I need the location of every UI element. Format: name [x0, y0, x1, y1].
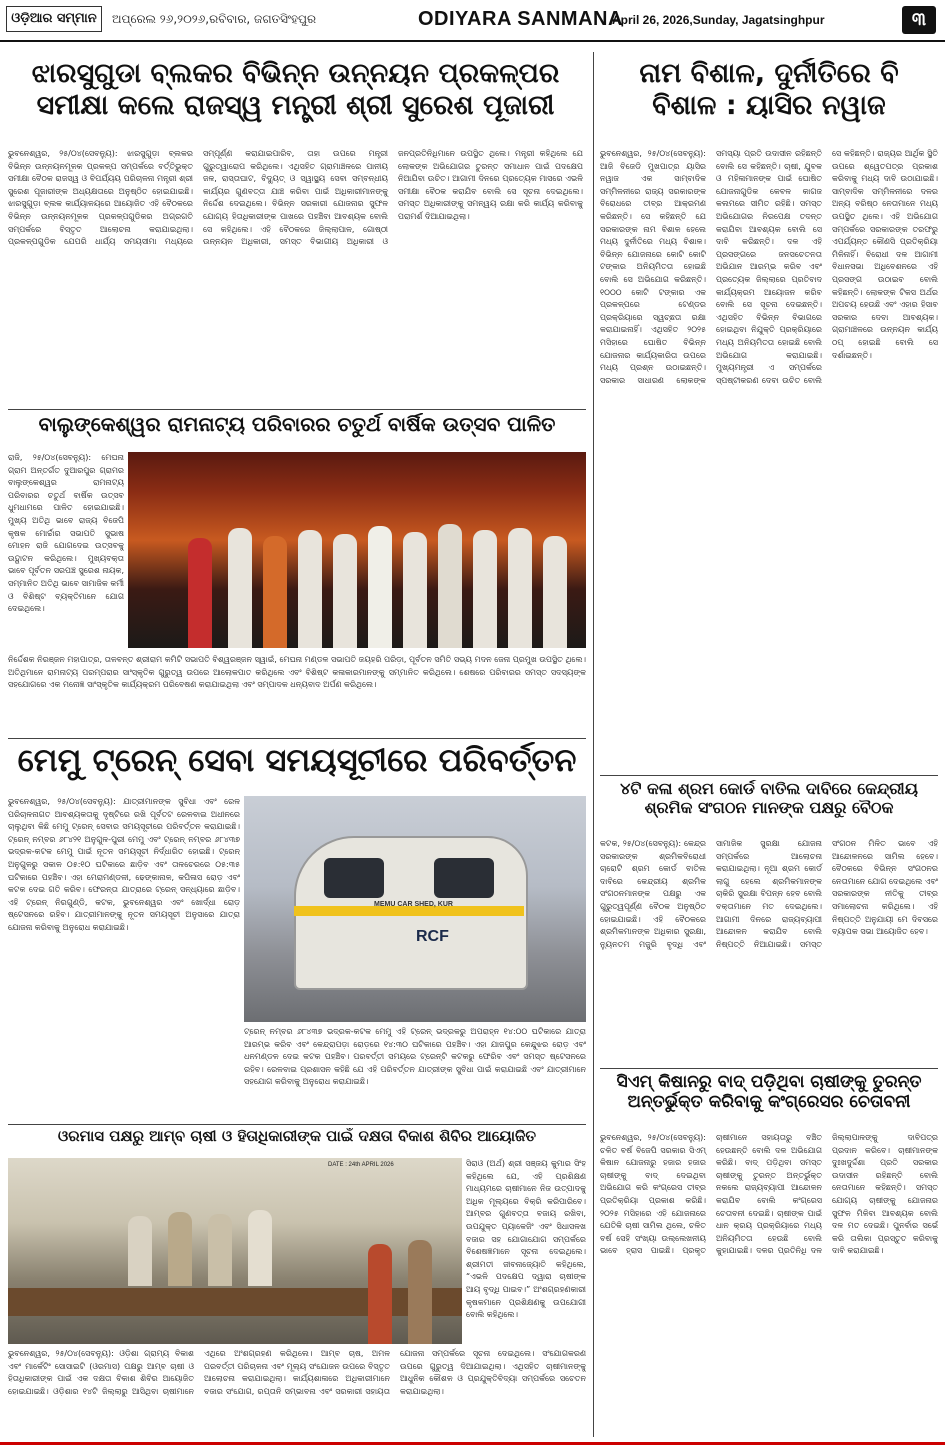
jharsuguda-headline — [8, 58, 583, 140]
memu-headline: ମେମୁ ଟ୍ରେନ୍ ସେବା ସମୟସୂଚୀରେ ପରିବର୍ତ୍ତନ — [17, 742, 577, 779]
train-shed-label: MEMU CAR SHED, KUR — [374, 901, 453, 908]
train-brand-label: RCF — [416, 928, 449, 945]
memu-body-right: ଟ୍ରେନ୍ ନମ୍ବର ୬୮୪୩୭ ଭଦ୍ରକ-କଟକ ମେମୁ ଏହି ଟ୍ରେନ୍ ଭଦ୍ରକରୁ ଅପରାହ୍ନ ୧୪:୦୦ ଘଟିକାରେ ଯାତ୍ରା ଆରମ୍ଭ କରିବ ଏବଂ କେନ୍ଦ୍ରାପଡ଼ା ରୋଡ଼ରେ ୧୪:୩୦ ଘଟିକାରେ ପହଞ୍ଚିବ। ଏହା ଯାଜପୁର କେନ୍ଦୁଝର ରୋଡ଼ ଏବଂ ଧନମଣ୍ଡଳ ଦେଇ କଟକ ପହଞ୍ଚିବ। ପରବର୍ତ୍ତୀ ସମୟରେ ଟ୍ରେନ୍‌ଟି କଟକରୁ ଫେରିବ ଏବଂ ସମସ୍ତ ଷ୍ଟେସନରେ ରହିବ। ରେଳବାଇ ପ୍ରଶାସନ କହିଛି ଯେ ଏହି ପରିବର୍ତ୍ତନ ଯାତ୍ରୀଙ୍କ ସୁବିଧା ପାଇଁ କରାଯାଇଛି ଏବଂ ଯାତ୍ରୀମାନେ ସହଯୋଗ କରିବାକୁ ଅନୁରୋଧ କରାଯାଇଛି। — [244, 1027, 586, 1087]
kisan-congress-headline-line1: ସିଏମ୍ କିଷାନରୁ ବାଦ୍ ପଡ଼ିଥିବା ଚାଷୀଙ୍କୁ ତୁରନ୍ତ — [616, 1072, 922, 1092]
ormas-headline: ଓରମାସ ପକ୍ଷରୁ ଆମ୍ବ ଚାଷୀ ଓ ହିତାଧିକାରୀଙ୍କ ପାଇଁ ଦକ୍ଷତା ବିକାଶ ଶିବିର ଆୟୋଜିତ — [57, 1128, 537, 1145]
section-divider — [8, 738, 586, 739]
masthead-date-english: April 26, 2026,Sunday, Jagatsinghpur — [612, 13, 825, 27]
ramanatya-photo — [128, 452, 586, 648]
ormas-meeting-photo — [8, 1158, 462, 1344]
meeting-banner-text: DATE : 24th APRIL 2026 — [328, 1162, 394, 1168]
ramanatya-headline: ବାଲୁଙ୍କେଶ୍ୱର ରାମନାଟ୍ୟ ପରିବାରର ଚତୁର୍ଥ ବାର୍ଷିକ ଉତ୍ସବ ପାଳିତ — [38, 413, 556, 436]
section-divider — [8, 409, 586, 410]
newspaper-logo: ଓଡ଼ିଆର ସମ୍ମାନ — [6, 6, 102, 32]
memu-body-left: ଭୁବନେଶ୍ୱର, ୨୫/୦୪(ସେବନ୍ୟୁ): ଯାତ୍ରୀମାନଙ୍କ ସୁବିଧା ଏବଂ ରେଳ ପରିଚାଳନାଗତ ଆବଶ୍ୟକତାକୁ ଦୃଷ୍ଟିରେ ରଖି ପୂର୍ବତଟ ରେଳବାଇ ଅଧୀନରେ ଚାଲୁଥିବା କିଛି ମେମୁ ଟ୍ରେନ୍ ସେବାର ସମୟସୂଚୀରେ ପରିବର୍ତ୍ତନ କରାଯାଇଛି। ଟ୍ରେନ୍ ନମ୍ବର ୬୮୪୨୧ ଅନୁଗୁଳ-ପୁରୀ ମେମୁ ଏବଂ ଟ୍ରେନ୍ ନମ୍ବର ୬୮୪୩୭ ଭଦ୍ରକ-କଟକ ମେମୁ ପାଇଁ ନୂତନ ସମୟସୂଚୀ ନିର୍ଦ୍ଧାରିତ ହୋଇଛି। ଟ୍ରେନ୍ ଅନୁଗୁଳରୁ ସକାଳ ୦୫:୧୦ ଘଟିକାରେ ଛାଡ଼ିବ ଏବଂ ତାଳଚେରରେ ୦୫:୩୫ ଘଟିକାରେ ପହଞ୍ଚିବ। ଏହା ମେରାମଣ୍ଡଳୀ, ଢେଙ୍କାନାଳ, କପିଳାସ ରୋଡ଼ ଏବଂ କଟକ ଦେଇ ଗତି କରିବ। ଫେରନ୍ତା ଯାତ୍ରାରେ ଟ୍ରେନ୍ ସନ୍ଧ୍ୟାରେ ଛାଡ଼ିବ। ଏହି ଟ୍ରେନ୍ ନିରଗୁଣ୍ଡି, କଟକ, ଭୁବନେଶ୍ୱର ଏବଂ ଖୋର୍ଦ୍ଧା ରୋଡ଼ ଷ୍ଟେସନରେ ରହିବ। ଯାତ୍ରୀମାନଙ୍କୁ ନୂତନ ସମୟସୂଚୀ ଅନୁସାରେ ଯାତ୍ରା ଯୋଜନା କରିବାକୁ ଅନୁରୋଧ କରାଯାଇଛି। — [8, 797, 240, 932]
section-divider — [600, 1068, 938, 1069]
section-divider — [8, 1124, 586, 1125]
jharsuguda-body: ଭୁବନେଶ୍ୱର, ୨୫/୦୪(ସେବନ୍ୟୁ): ଝାରସୁଗୁଡ଼ା ବ୍ଲକର ବିଭିନ୍ନ ଉନ୍ନୟନମୂଳକ ପ୍ରକଳ୍ପ ସମ୍ପର୍କରେ ବର୍ତ୍ତିଭୁକ୍ତ ସମୀକ୍ଷା ବୈଠକ ରାଜସ୍ୱ ଓ ବିପର୍ଯ୍ୟୟ ପରିଚାଳନା ମନ୍ତ୍ରୀ ଶ୍ରୀ ସୁରେଶ ପୂଜାରୀଙ୍କ ଅଧ୍ୟକ୍ଷତାରେ ଅନୁଷ୍ଠିତ ହୋଇଯାଇଛି। ଝାରସୁଗୁଡ଼ା ବ୍ଲକ କାର୍ଯ୍ୟାଳୟରେ ଆୟୋଜିତ ଏହି ବୈଠକରେ ବିଭିନ୍ନ ଉନ୍ନୟନମୂଳକ ପ୍ରକଳ୍ପଗୁଡିକର ଅଗ୍ରଗତି ସମ୍ପର୍କରେ ବିସ୍ତୃତ ଆଲୋଚନା କରାଯାଇଥିଲା। ପ୍ରକଳ୍ପଗୁଡିକ ଯେପରି ଧାର୍ଯ୍ୟ ସମୟସୀମା ମଧ୍ୟରେ ସମ୍ପୂର୍ଣ୍ଣ କରାଯାଇପାରିବ, ତାହା ଉପରେ ମନ୍ତ୍ରୀ ଗୁରୁତ୍ୱାରୋପ କରିଥିଲେ। ଏଥିସହିତ ଗ୍ରାମାଞ୍ଚଳରେ ପାନୀୟ ଜଳ, ରାସ୍ତାଘାଟ, ବିଦ୍ୟୁତ୍ ଓ ସ୍ୱାସ୍ଥ୍ୟ ସେବା ସମ୍ବନ୍ଧୀୟ କାର୍ଯ୍ୟର ଗୁଣବତ୍ତା ଯାଞ୍ଚ କରିବା ପାଇଁ ଅଧିକାରୀମାନଙ୍କୁ ନିର୍ଦ୍ଦେଶ ଦେଇଥିଲେ। ବିଭିନ୍ନ ସରକାରୀ ଯୋଜନାର ସୁଫଳ ଯୋଗ୍ୟ ହିତାଧିକାରୀଙ୍କ ପାଖରେ ପହଞ୍ଚିବା ଆବଶ୍ୟକ ବୋଲି ସେ କହିଥିଲେ। ଏହି ବୈଠକରେ ଜିଲ୍ଲାପାଳ, ଗୋଷ୍ଠୀ ଉନ୍ନୟନ ଅଧିକାରୀ, ସମସ୍ତ ବିଭାଗୀୟ ଅଧିକାରୀ ଓ ଜନପ୍ରତିନିଧିମାନେ ଉପସ୍ଥିତ ଥିଲେ। ମନ୍ତ୍ରୀ କହିଥିଲେ ଯେ ଲୋକଙ୍କ ଅଭିଯୋଗର ତୁରନ୍ତ ସମାଧାନ ପାଇଁ ପଦକ୍ଷେପ ନିଆଯିବା ଉଚିତ। ଆଗାମୀ ଦିନରେ ପ୍ରତ୍ୟେକ ମାସରେ ଏଭଳି ସମୀକ୍ଷା ବୈଠକ କରାଯିବ ବୋଲି ସେ ସୂଚନା ଦେଇଥିଲେ। ସମସ୍ତ ଅଧିକାରୀଙ୍କୁ ସମନ୍ୱୟ ରକ୍ଷା କରି କାର୍ଯ୍ୟ କରିବାକୁ ପରାମର୍ଶ ଦିଆଯାଇଥିଲା। — [8, 149, 583, 247]
kisan-congress-headline — [600, 1072, 938, 1128]
jharsuguda-headline-line1: ଝାରସୁଗୁଡା ବ୍ଲକର ବିଭିନ୍ନ ଉନ୍ନୟନ ପ୍ରକଳ୍ପର — [31, 58, 560, 89]
memu-train-photo — [244, 796, 586, 1022]
jharsuguda-headline-line2: ସମୀକ୍ଷା କଲେ ରାଜସ୍ୱ ମନ୍ତ୍ରୀ ଶ୍ରୀ ସୁରେଶ ପୂଜାରୀ — [36, 89, 555, 121]
masthead — [0, 0, 945, 42]
kisan-congress-headline-line2: ଅନ୍ତର୍ଭୁକ୍ତ କରିବାକୁ କଂଗ୍ରେସର ଚେତାବନୀ — [627, 1092, 911, 1113]
ramanatya-body-bottom: ନିର୍ଦ୍ଦେଶକ ନିରଞ୍ଜନ ମହାପାତ୍ର, ତାଳବନ୍ତ ଶ୍ରୀରାମ କମିଟି ସଭାପତି ବିଶ୍ୱରଞ୍ଜନ ସ୍ୱାଇଁ, ମେଘନା ମଣ୍ଡଳ ସଭାପତି ଜୟହରି ପରିଡ଼ା, ପୂର୍ବତନ ସମିତି ସଭ୍ୟ ମଦନ ଜେନା ପ୍ରମୁଖ ଉପସ୍ଥିତ ଥିଲେ। ଅତିଥିମାନେ ରାମନାଟ୍ୟ ପରମ୍ପରାର ସାଂସ୍କୃତିକ ଗୁରୁତ୍ୱ ଉପରେ ଆଲୋକପାତ କରିଥିଲେ ଏବଂ ବିଶିଷ୍ଟ କଳାକାରମାନଙ୍କୁ ସମ୍ମାନିତ କରିଥିଲେ। ଶେଷରେ ପରିବାରର ସମସ୍ତ ସଦସ୍ୟଙ୍କ ସହଯୋଗରେ ଏକ ମନୋଜ୍ଞ ସାଂସ୍କୃତିକ କାର୍ଯ୍ୟକ୍ରମ ପରିବେଷଣ କରାଯାଇଥିଲା ଏବଂ ସମ୍ପାଦକ ଧନ୍ୟବାଦ ଅର୍ପଣ କରିଥିଲେ। — [8, 655, 586, 690]
labour-code-headline-line2: ଶ୍ରମିକ ସଂଗଠନ ମାନଙ୍କ ପକ୍ଷରୁ ବୈଠକ — [644, 797, 894, 817]
naam-bishal-headline-line2: ବିଶାଳ : ୟାସିର ନୱାଜ — [652, 89, 886, 121]
column-divider — [593, 52, 594, 1437]
kisan-congress-body: ଭୁବନେଶ୍ୱର, ୨୫/୦୪(ସେବନ୍ୟୁ): ଚଳିତ ବର୍ଷ ବିଜେପି ସରକାର ସିଏମ୍ କିଷାନ ଯୋଜନାରୁ ହଜାର ହଜାର ଚାଷୀଙ୍କୁ ବାଦ୍ ଦେଇଥିବା ଅଭିଯୋଗ କରି କଂଗ୍ରେସ ତୀବ୍ର ପ୍ରତିକ୍ରିୟା ପ୍ରକାଶ କରିଛି। ୨୦୨୫ ମସିହାରେ ଏହି ଯୋଜନାରେ ଯେତିକି ଚାଷୀ ସାମିଲ ଥିଲେ, ଚଳିତ ବର୍ଷ ସେହି ସଂଖ୍ୟା ଉଲ୍ଲେଖନୀୟ ଭାବେ ହ୍ରାସ ପାଇଛି। ପ୍ରକୃତ ଚାଷୀମାନେ ସହାୟତାରୁ ବଞ୍ଚିତ ହେଉଛନ୍ତି ବୋଲି ଦଳ ଅଭିଯୋଗ କରିଛି। ବାଦ୍ ପଡ଼ିଥିବା ସମସ୍ତ ଚାଷୀଙ୍କୁ ତୁରନ୍ତ ଅନ୍ତର୍ଭୁକ୍ତ ନକଲେ ରାଜ୍ୟବ୍ୟାପୀ ଆନ୍ଦୋଳନ କରାଯିବ ବୋଲି କଂଗ୍ରେସ ଚେତାବନୀ ଦେଇଛି। ଚାଷୀଙ୍କ ପାଇଁ ଧାନ କ୍ରୟ ପ୍ରକ୍ରିୟାରେ ମଧ୍ୟ ଅନିୟମିତତା ହେଉଛି ବୋଲି କୁହାଯାଇଛି। ଦଳର ପ୍ରତିନିଧି ଦଳ ଜିଲ୍ଲାପାଳଙ୍କୁ ଦାବିପତ୍ର ପ୍ରଦାନ କରିବେ। ଚାଷୀମାନଙ୍କ ଦୁଃଖଦୁର୍ଦ୍ଦଶା ପ୍ରତି ସରକାର ଉଦାସୀନ ରହିଛନ୍ତି ବୋଲି ନେତାମାନେ କହିଛନ୍ତି। ସମସ୍ତ ଯୋଗ୍ୟ ଚାଷୀଙ୍କୁ ଯୋଜନାର ସୁଫଳ ମିଳିବା ଆବଶ୍ୟକ ବୋଲି ଦଳ ମତ ଦେଇଛି। ପୁନର୍ବାର ସର୍ଭେ କରି ତାଲିକା ପ୍ରସ୍ତୁତ କରିବାକୁ ଦାବି କରାଯାଇଛି। — [600, 1133, 938, 1256]
naam-bishal-headline — [600, 58, 938, 140]
labour-code-headline — [600, 780, 938, 834]
masthead-date-odia: ଅପ୍ରେଲ ୨୬,୨୦୨୬,ରବିବାର, ଜଗତସିଂହପୁର — [112, 12, 317, 26]
ormas-body-bottom: ଭୁବନେଶ୍ୱର, ୨୫/୦୪(ସେବନ୍ୟୁ): ଓଡ଼ିଶା ଗ୍ରାମ୍ୟ ବିକାଶ ଏବଂ ମାର୍କେଟିଂ ସୋସାଇଟି (ଓରମାସ) ପକ୍ଷରୁ ଆମ୍ବ ଚାଷୀ ଓ ହିତାଧିକାରୀଙ୍କ ପାଇଁ ଏକ ଦକ୍ଷତା ବିକାଶ ଶିବିର ଆୟୋଜିତ ହୋଇଯାଇଛି। ଓଡ଼ିଶାର ୧୪ଟି ଜିଲ୍ଲାରୁ ଆସିଥିବା ଚାଷୀମାନେ ଏଥିରେ ଅଂଶଗ୍ରହଣ କରିଥିଲେ। ଆମ୍ବ ଚାଷ, ଅମଳ ପରବର୍ତ୍ତୀ ପରିଚାଳନା ଏବଂ ମୂଲ୍ୟ ସଂଯୋଜନ ଉପରେ ବିସ୍ତୃତ ଆଲୋଚନା କରାଯାଇଥିଲା। କାର୍ଯ୍ୟଶାଳାରେ ଅଧିକାରୀମାନେ ବଜାର ସଂଯୋଗ, ରପ୍ତାନି ସମ୍ଭାବନା ଏବଂ ସରକାରୀ ସହାୟତା ଯୋଜନା ସମ୍ପର୍କରେ ସୂଚନା ଦେଇଥିଲେ। ସଂଯୋଗକରଣ ଉପରେ ଗୁରୁତ୍ୱ ଦିଆଯାଇଥିଲା। ଏଥିସହିତ ଚାଷୀମାନଙ୍କୁ ଆଧୁନିକ କୌଶଳ ଓ ପ୍ରଯୁକ୍ତିବିଦ୍ୟା ସମ୍ପର୍କରେ ସଚେତନ କରାଯାଇଥିଲା। — [8, 1349, 586, 1396]
footer-rule — [0, 1442, 945, 1445]
ramanatya-body-side: ରାଜି, ୨୫/୦୪(ସେବନ୍ୟୁ): ମେଘନା ଗ୍ରାମ ଅନ୍ତର୍ଗତ ଦୁଆରପୁର ଗ୍ରାମର ବାଲୁଙ୍କେଶ୍ୱର ରାମନାଟ୍ୟ ପରିବାରର ଚତୁର୍ଥ ବାର୍ଷିକ ଉତ୍ସବ ଧୁମଧାମରେ ପାଳିତ ହୋଇଯାଇଛି। ମୁଖ୍ୟ ଅତିଥି ଭାବେ ରାଜ୍ୟ ବିଜେପି କୃଷକ ମୋର୍ଚ୍ଚାର ସଭାପତି ସୁଭାଷ ମୋହନ ରାଜି ଯୋଗଦେଇ ଉତ୍ସବକୁ ଉଦ୍ଘାଟନ କରିଥିଲେ। ମୁଖ୍ୟବକ୍ତା ଭାବେ ପୂର୍ବତନ ସରପଞ୍ଚ ସୁରେଶ ନାୟକ, ସମ୍ମାନିତ ଅତିଥି ଭାବେ ସାମାଜିକ କର୍ମୀ ଓ ବିଶିଷ୍ଟ ବ୍ୟକ୍ତିମାନେ ଯୋଗ ଦେଇଥିଲେ। — [8, 453, 124, 614]
labour-code-headline-line1: ୪ଟି କଳା ଶ୍ରମ କୋର୍ଡ ବାତିଲ ଦାବିରେ କେନ୍ଦ୍ରୀୟ — [620, 780, 918, 798]
naam-bishal-body: ଭୁବନେଶ୍ୱର, ୨୫/୦୪(ସେବନ୍ୟୁ): ଆଜି ବିଜେଡି ମୁଖପାତ୍ର ୟାସିର ନୱାଜ ଏକ ସାମ୍ବାଦିକ ସମ୍ମିଳନୀରେ ରାଜ୍ୟ ସରକାରଙ୍କ ବିରୋଧରେ ତୀବ୍ର ଆକ୍ରମଣ କରିଛନ୍ତି। ସେ କହିଛନ୍ତି ଯେ ସରକାରଙ୍କ ନାମ ବିଶାଳ ହେଲେ ମଧ୍ୟ ଦୁର୍ନୀତିରେ ମଧ୍ୟ ବିଶାଳ। ବିଭିନ୍ନ ଯୋଜନାରେ କୋଟି କୋଟି ଟଙ୍କାର ଅନିୟମିତତା ହୋଇଛି ବୋଲି ସେ ଅଭିଯୋଗ କରିଛନ୍ତି। ୧୦୦୦ କୋଟି ଟଙ୍କାର ଏକ ପ୍ରକଳ୍ପରେ ଟେଣ୍ଡର ପ୍ରକ୍ରିୟାରେ ସ୍ୱଚ୍ଛତା ରକ୍ଷା କରାଯାଇନାହିଁ। ଏଥିସହିତ ୨୦୨୫ ମସିହାରେ ଘୋଷିତ ବିଭିନ୍ନ ଯୋଜନାର କାର୍ଯ୍ୟକାରିତା ଉପରେ ମଧ୍ୟ ପ୍ରଶ୍ନ ଉଠାଇଛନ୍ତି। ସରକାର ସାଧାରଣ ଲୋକଙ୍କ ସମସ୍ୟା ପ୍ରତି ଉଦାସୀନ ରହିଛନ୍ତି ବୋଲି ସେ କହିଛନ୍ତି। ଚାଷୀ, ଯୁବକ ଓ ମହିଳାମାନଙ୍କ ପାଇଁ ଘୋଷିତ ଯୋଜନାଗୁଡିକ କେବଳ କାଗଜ କଲମରେ ସୀମିତ ରହିଛି। ସମସ୍ତ ଅଭିଯୋଗର ନିରପେକ୍ଷ ତଦନ୍ତ କରାଯିବା ଆବଶ୍ୟକ ବୋଲି ସେ ଦାବି କରିଛନ୍ତି। ଦଳ ଏହି ପ୍ରସଙ୍ଗରେ ଜନସଚେତନତା ଅଭିଯାନ ଆରମ୍ଭ କରିବ ଏବଂ ପ୍ରତ୍ୟେକ ଜିଲ୍ଲାରେ ପ୍ରତିବାଦ କାର୍ଯ୍ୟକ୍ରମ ଆୟୋଜନ କରିବ ବୋଲି ସେ ସୂଚନା ଦେଇଛନ୍ତି। ଏଥିସହିତ ବିଭିନ୍ନ ବିଭାଗରେ ହୋଇଥିବା ନିଯୁକ୍ତି ପ୍ରକ୍ରିୟାରେ ମଧ୍ୟ ଅନିୟମିତତା ହୋଇଛି ବୋଲି ଅଭିଯୋଗ କରାଯାଇଛି। ମୁଖ୍ୟମନ୍ତ୍ରୀ ଏ ସମ୍ପର୍କରେ ସ୍ପଷ୍ଟୀକରଣ ଦେବା ଉଚିତ ବୋଲି ସେ କହିଛନ୍ତି। ରାଜ୍ୟର ଆର୍ଥିକ ସ୍ଥିତି ଉପରେ ଶ୍ୱେତପତ୍ର ପ୍ରକାଶ କରିବାକୁ ମଧ୍ୟ ଦାବି ଉଠାଯାଇଛି। ସାମ୍ବାଦିକ ସମ୍ମିଳନୀରେ ଦଳର ଅନ୍ୟ ବରିଷ୍ଠ ନେତାମାନେ ମଧ୍ୟ ଉପସ୍ଥିତ ଥିଲେ। ଏହି ଅଭିଯୋଗ ସମ୍ପର୍କରେ ସରକାରଙ୍କ ତରଫରୁ ଏପର୍ଯ୍ୟନ୍ତ କୌଣସି ପ୍ରତିକ୍ରିୟା ମିଳିନାହିଁ। ବିରୋଧୀ ଦଳ ଆଗାମୀ ବିଧାନସଭା ଅଧିବେଶନରେ ଏହି ପ୍ରସଙ୍ଗ ଉଠାଇବ ବୋଲି କହିଛନ୍ତି। ଲୋକଙ୍କ ଟିକସ ଅର୍ଥର ଅପଚୟ ହେଉଛି ଏବଂ ଏହାର ହିସାବ ସରକାର ଦେବା ଆବଶ୍ୟକ। ଗ୍ରାମାଞ୍ଚଳରେ ଉନ୍ନୟନ କାର୍ଯ୍ୟ ଠପ୍ ହୋଇଛି ବୋଲି ସେ ଦର୍ଶାଇଛନ୍ତି। — [600, 149, 938, 385]
naam-bishal-headline-line1: ନାମ ବିଶାଳ, ଦୁର୍ନୀତିରେ ବି — [639, 58, 899, 89]
section-divider — [600, 775, 938, 776]
paper-name: ODIYARA SANMANA — [418, 8, 623, 30]
page-number: ୩ — [902, 6, 936, 34]
ormas-body-right: ସିରାଓ (ଅର୍ଥ) ଶ୍ରୀ ସଞ୍ଜୟ କୁମାର ସିଂହ କହିଥିଲେ ଯେ, ଏହି ପ୍ରଶିକ୍ଷଣ ମାଧ୍ୟମରେ ଚାଷୀମାନେ ନିଜ ଉତ୍ପାଦକୁ ଅଧିକ ମୂଲ୍ୟରେ ବିକ୍ରି କରିପାରିବେ। ଆମ୍ବର ଗୁଣବତ୍ତା ବଜାୟ ରଖିବା, ଉପଯୁକ୍ତ ପ୍ୟାକେଜିଂ ଏବଂ ସିଧାସଳଖ ବଜାର ସହ ଯୋଗାଯୋଗ ସମ୍ପର୍କରେ ବିଶେଷଜ୍ଞମାନେ ସୂଚନା ଦେଇଥିଲେ। ଶ୍ରୀମତୀ ଜୀବନାଜ୍ୟୋତି କହିଥିଲେ, “ଏଭଳି ପଦକ୍ଷେପ ଦ୍ୱାରା ଚାଷୀଙ୍କ ଆୟ ବୃଦ୍ଧି ପାଇବ।” ଅଂଶଗ୍ରହଣକାରୀ କୃଷକମାନେ ପ୍ରଶିକ୍ଷଣକୁ ଉପଯୋଗୀ ବୋଲି କହିଥିଲେ। — [466, 1159, 586, 1320]
labour-code-body: କଟକ, ୨୫/୦୪(ସେବନ୍ୟୁ): କେନ୍ଦ୍ର ସରକାରଙ୍କ ଶ୍ରମିକବିରୋଧୀ ଚାରୋଟି ଶ୍ରମ କୋର୍ଡ ବାତିଲ ଦାବିରେ କେନ୍ଦ୍ରୀୟ ଶ୍ରମିକ ସଂଗଠନମାନଙ୍କ ପକ୍ଷରୁ ଏକ ଗୁରୁତ୍ୱପୂର୍ଣ୍ଣ ବୈଠକ ଅନୁଷ୍ଠିତ ହୋଇଯାଇଛି। ଏହି ବୈଠକରେ ଶ୍ରମିକମାନଙ୍କ ଅଧିକାର ସୁରକ୍ଷା, ନ୍ୟୁନତମ ମଜୁରି ବୃଦ୍ଧି ଏବଂ ସାମାଜିକ ସୁରକ୍ଷା ଯୋଜନା ସମ୍ପର୍କରେ ଆଲୋଚନା କରାଯାଇଥିଲା। ନୂଆ ଶ୍ରମ କୋର୍ଡ ଲାଗୁ ହେଲେ ଶ୍ରମିକମାନଙ୍କ ଚାକିରି ସୁରକ୍ଷା ବିପନ୍ନ ହେବ ବୋଲି ବକ୍ତାମାନେ ମତ ଦେଇଥିଲେ। ଆଗାମୀ ଦିନରେ ରାଜ୍ୟବ୍ୟାପୀ ଆନ୍ଦୋଳନ କରାଯିବ ବୋଲି ନିଷ୍ପତ୍ତି ନିଆଯାଇଛି। ସମସ୍ତ ସଂଗଠନ ମିଳିତ ଭାବେ ଏହି ଆନ୍ଦୋଳନରେ ସାମିଲ ହେବେ। ବୈଠକରେ ବିଭିନ୍ନ ସଂଗଠନର ନେତାମାନେ ଯୋଗ ଦେଇଥିଲେ ଏବଂ ସରକାରଙ୍କ ନୀତିକୁ ତୀବ୍ର ସମାଲୋଚନା କରିଥିଲେ। ଏହି ନିଷ୍ପତ୍ତି ଅନୁଯାୟୀ ମେ ଦିବସରେ ବ୍ୟାପକ ସଭା ଆୟୋଜିତ ହେବ। — [600, 839, 938, 949]
